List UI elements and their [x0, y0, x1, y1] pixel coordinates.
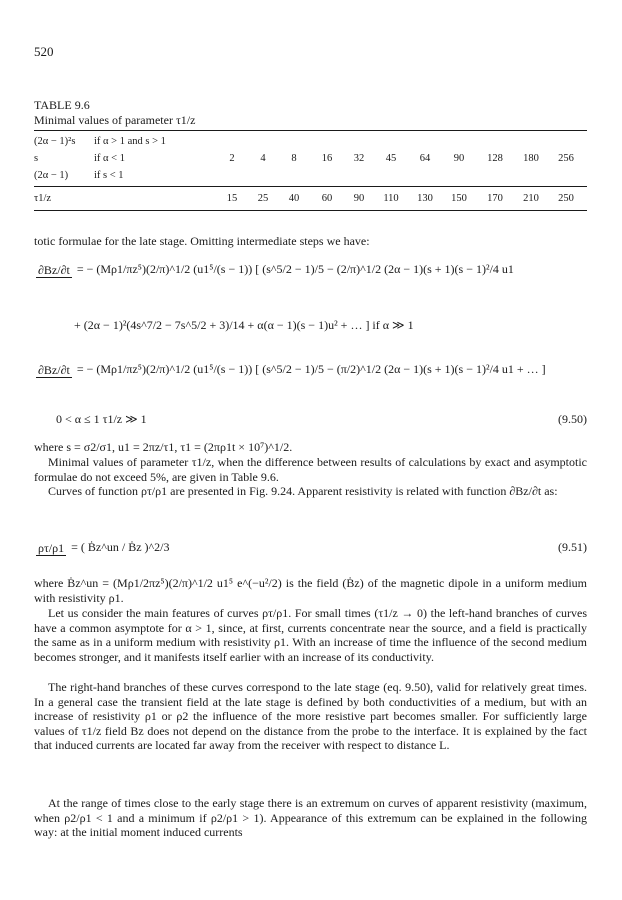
param-value: 180 [523, 153, 539, 164]
eq-line-3-rhs: = − (Mρ1/πz⁵)(2/π)^1/2 (u1⁵/(s − 1)) [ (s^5/2 − 1)/5 − (π/2)^1/2 (2α − 1)(s + 1)(s − 1)²/4 u1 + … ] [76, 362, 546, 376]
table-label: TABLE 9.6 [34, 98, 90, 112]
table-top-rule [34, 130, 587, 131]
eq-lhs-3-text: ∂Bz/∂t [38, 362, 70, 377]
page-number: 520 [34, 44, 54, 59]
param-value: 45 [385, 153, 397, 164]
table-title: Minimal values of parameter τ1/z [34, 113, 196, 127]
param-value: 4 [260, 153, 266, 164]
result-value: 110 [383, 193, 399, 204]
cond-expr-2: s [34, 153, 39, 164]
table-bottom-rule [34, 210, 587, 211]
result-value: 60 [321, 193, 333, 204]
cond-expr-3: (2α − 1) [34, 170, 69, 181]
cond-expr-1: (2α − 1)²s [34, 136, 76, 147]
param-value: 128 [487, 153, 503, 164]
result-value: 250 [558, 193, 574, 204]
eq-line-1-rhs: = − (Mρ1/πz⁵)(2/π)^1/2 (u1⁵/(s − 1)) [ (s^5/2 − 1)/5 − (2/π)^1/2 (2α − 1)(s + 1)(s − 1)²/4 u1 [76, 262, 514, 276]
where-clause-2: where Ḃz^un = (Mρ1/2πz⁵)(2/π)^1/2 u1⁵ e^(−u²/2) is the field (Ḃz) of the magnetic dipole in a uniform medium with resistivity ρ1. [34, 576, 587, 605]
param-value: 8 [291, 153, 297, 164]
table-mid-rule [34, 186, 587, 187]
eq-lhs-1-text: ∂Bz/∂t [38, 262, 70, 277]
result-value: 170 [487, 193, 503, 204]
result-value: 130 [417, 193, 433, 204]
equation-9-51-line [34, 540, 170, 556]
eq-9-51-lhs [36, 541, 66, 556]
result-value: 40 [288, 193, 300, 204]
eq-9-51-rhs: = ( Ḃz^un / Ḃz )^2/3 [71, 540, 170, 554]
eq-lhs-1 [36, 263, 72, 278]
result-value: 210 [523, 193, 539, 204]
intro-text: totic formulae for the late stage. Omitting intermediate steps we have: [34, 234, 370, 248]
paragraph-right-branches: The right-hand branches of these curves correspond to the late stage (eq. 9.50), valid for relatively great times. In a general case the transient field at the late stage is defined by both conductivities of a medium, but with an increase of resistivity ρ1 or ρ2 the influence of the more resistive part becomes smaller. For sufficiently large values of τ1/z field Bz does not depend on the distance from the probe to the interface. It is explained by the fact that induced currents are located far away from the receiver with respect to distance L. [34, 680, 587, 753]
equation-line-2: + (2α − 1)²(4s^7/2 − 7s^5/2 + 3)/14 + α(α − 1)(s − 1)u² + … ] if α ≫ 1 [74, 318, 414, 332]
param-value: 90 [453, 153, 465, 164]
equation-line-4: 0 < α ≤ 1 τ1/z ≫ 1 [56, 412, 147, 426]
eq-lhs-3 [36, 363, 72, 378]
result-value: 90 [353, 193, 365, 204]
result-value: 150 [451, 193, 467, 204]
equation-line-3 [34, 362, 546, 378]
result-label: τ1/z [34, 193, 52, 204]
param-value: 16 [321, 153, 333, 164]
paragraph-minimal-values: Minimal values of parameter τ1/z, when the difference between results of calculations by exact and asymptotic formulae do not exceed 5%, are given in Table 9.6. [34, 455, 587, 484]
paragraph-main-features: Let us consider the main features of curves ρτ/ρ1. For small times (τ1/z → 0) the left-hand branches of curves have a common asymptote for α > 1, since, at first, currents concentrate near the source, and a field is practically the same as in a uniform medium with resistivity ρ1. With an increase of time the influence of the second medium becomes stronger, and it manifests itself earlier with an increase of its conductivity. [34, 606, 587, 664]
eq-9-51-lhs-text: ρτ/ρ1 [38, 540, 65, 555]
cond-text-3: if s < 1 [94, 170, 124, 181]
paragraph-curves: Curves of function ρτ/ρ1 are presented in Fig. 9.24. Apparent resistivity is related with function ∂Bz/∂t as: [48, 484, 558, 498]
equation-line-1 [34, 262, 514, 278]
param-value: 2 [229, 153, 235, 164]
param-value: 64 [419, 153, 431, 164]
cond-text-1: if α > 1 and s > 1 [94, 136, 166, 147]
where-clause-1: where s = σ2/σ1, u1 = 2πz/τ1, τ1 = (2πρ1t × 10⁷)^1/2. [34, 440, 293, 454]
equation-number-9-51: (9.51) [558, 540, 587, 554]
param-value: 256 [558, 153, 574, 164]
result-value: 25 [257, 193, 269, 204]
cond-text-2: if α < 1 [94, 153, 125, 164]
result-value: 15 [226, 193, 238, 204]
table-caption [34, 98, 195, 128]
equation-number-9-50: (9.50) [558, 412, 587, 426]
paragraph-early-stage: At the range of times close to the early stage there is an extremum on curves of apparent resistivity (maximum, when ρ2/ρ1 < 1 and a minimum if ρ2/ρ1 > 1). Appearance of this extremum can be explained in the following way: at the initial moment induced currents [34, 796, 587, 840]
param-value: 32 [353, 153, 365, 164]
